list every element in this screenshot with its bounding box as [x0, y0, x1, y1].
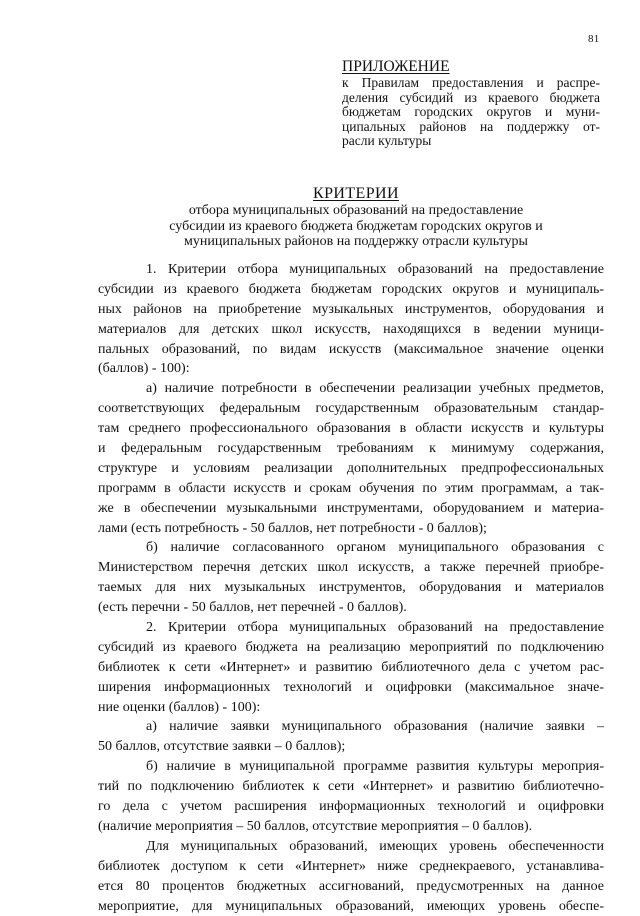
- body-line: ширения информационных технологий и оцифровки (максимальное значе-: [98, 678, 604, 698]
- criteria-heading: [96, 185, 616, 250]
- body-line: ние оценки (баллов) - 100):: [98, 698, 604, 718]
- page-number: 81: [588, 33, 600, 45]
- body-line: библиотек к сети «Интернет» и развитию библиотечного дела с учетом рас-: [98, 658, 604, 678]
- body-line: б) наличие согласованного органом муниципального образования с: [98, 538, 604, 558]
- appendix-block: [342, 58, 600, 149]
- body-line: Для муниципальных образований, имеющих уровень обеспеченности: [98, 837, 604, 857]
- appendix-line: бюджетам городских округов и муни-: [342, 105, 600, 120]
- criteria-subtitle-line: отбора муниципальных образований на предоставление: [96, 203, 616, 219]
- criteria-subtitle-line: муниципальных районов на поддержку отрасли культуры: [96, 234, 616, 250]
- body-line: материалов для детских школ искусств, находящихся в ведении муници-: [98, 320, 604, 340]
- body-line: (наличие мероприятия – 50 баллов, отсутствие мероприятия – 0 баллов).: [98, 817, 604, 837]
- appendix-line: расли культуры: [342, 134, 600, 149]
- body-line: субсидии из краевого бюджета бюджетам городских округов и муниципаль-: [98, 280, 604, 300]
- body-line: б) наличие в муниципальной программе развития культуры мероприя-: [98, 757, 604, 777]
- body-line: пальных образований, по видам искусств (максимальное значение оценки: [98, 340, 604, 360]
- body-line: там среднего профессионального образования в области искусств и культуры: [98, 419, 604, 439]
- body-line: ных районов на приобретение музыкальных инструментов, оборудования и: [98, 300, 604, 320]
- appendix-line: к Правилам предоставления и распре-: [342, 76, 600, 91]
- body-line: 2. Критерии отбора муниципальных образований на предоставление: [98, 618, 604, 638]
- body-line: тий по подключению библиотек к сети «Интернет» и развитию библиотечно-: [98, 777, 604, 797]
- body-line: субсидий из краевого бюджета на реализацию мероприятий по подключению: [98, 638, 604, 658]
- body-line: го дела с учетом расширения информационных технологий и оцифровки: [98, 797, 604, 817]
- body-line: структуре и условиям реализации дополнительных предпрофессиональных: [98, 459, 604, 479]
- body-line: (баллов) - 100):: [98, 359, 604, 379]
- body-line: мероприятие, для муниципальных образований, имеющих уровень обеспе-: [98, 897, 604, 916]
- body-line: Министерством перечня детских школ искусств, а также перечней приобре-: [98, 558, 604, 578]
- body-line: таемых для них музыкальных инструментов, оборудования и материалов: [98, 578, 604, 598]
- body-line: ется 80 процентов бюджетных ассигнований, предусмотренных на данное: [98, 877, 604, 897]
- criteria-subtitle-line: субсидии из краевого бюджета бюджетам городских округов и: [96, 219, 616, 235]
- body-line: а) наличие потребности в обеспечении реализации учебных предметов,: [98, 379, 604, 399]
- body-line: же в обеспечении музыкальными инструментами, оборудованием и материа-: [98, 499, 604, 519]
- criteria-title: КРИТЕРИИ: [96, 185, 616, 203]
- appendix-line: ципальных районов на поддержку от-: [342, 120, 600, 135]
- body-line: 50 баллов, отсутствие заявки – 0 баллов);: [98, 737, 604, 757]
- body-text: [98, 260, 604, 916]
- appendix-title: ПРИЛОЖЕНИЕ: [342, 58, 600, 76]
- body-line: (есть перечни - 50 баллов, нет перечней - 0 баллов).: [98, 598, 604, 618]
- appendix-line: деления субсидий из краевого бюджета: [342, 91, 600, 106]
- body-line: библиотек доступом к сети «Интернет» ниже среднекраевого, устанавлива-: [98, 857, 604, 877]
- body-line: а) наличие заявки муниципального образования (наличие заявки –: [98, 717, 604, 737]
- body-line: соответствующих федеральным государственным образовательным стандар-: [98, 399, 604, 419]
- body-line: и федеральным государственным требованиям к минимуму содержания,: [98, 439, 604, 459]
- body-line: программ в области искусств и срокам обучения по этим программам, а так-: [98, 479, 604, 499]
- body-line: лами (есть потребность - 50 баллов, нет потребности - 0 баллов);: [98, 519, 604, 539]
- body-line: 1. Критерии отбора муниципальных образований на предоставление: [98, 260, 604, 280]
